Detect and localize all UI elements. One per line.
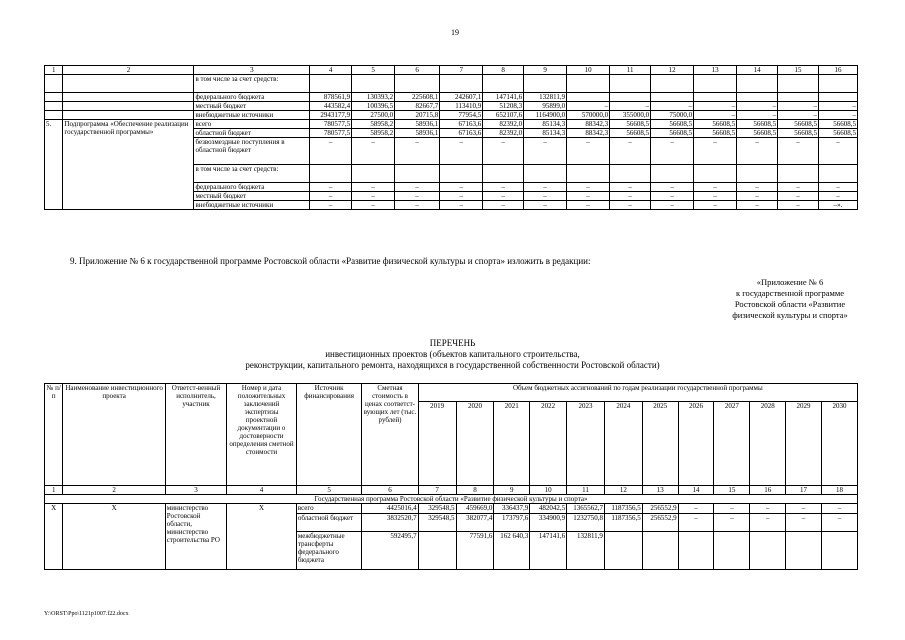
- header-expertise: Номер и дата положительных заключений экспертизы проектной документации о достоверности определения сметной стоимости: [227, 384, 297, 486]
- cell-cost: 592495,7: [362, 532, 418, 570]
- cell-value: 56608,5: [610, 129, 651, 138]
- cell-value: [395, 165, 440, 183]
- cell-value: –: [737, 201, 778, 210]
- cell-value: 382077,4: [456, 514, 494, 532]
- cell-value: 88342,3: [567, 120, 610, 129]
- cell-value: [651, 165, 694, 183]
- cell-value: 67163,6: [440, 120, 483, 129]
- cell-value: –: [310, 138, 352, 165]
- cell-value: [418, 532, 456, 570]
- cell-value: 56608,5: [737, 129, 778, 138]
- cell-value: –: [714, 504, 750, 514]
- header-year: 2025: [642, 402, 678, 486]
- cell-value: [310, 165, 352, 183]
- cell-source: областной бюджет: [296, 514, 362, 532]
- cell-value: –: [778, 183, 819, 192]
- column-number: 8: [483, 66, 524, 75]
- cell-value: 113410,9: [440, 102, 483, 111]
- cell-value: –: [610, 192, 651, 201]
- cell-value: [604, 532, 642, 570]
- cell-value: –: [778, 102, 819, 111]
- cell-source: в том числе за счет средств:: [194, 75, 310, 93]
- cell-value: –: [567, 192, 610, 201]
- column-number: 16: [819, 66, 858, 75]
- cell-value: –: [610, 138, 651, 165]
- cell-value: –: [651, 192, 694, 201]
- cell-value: –: [567, 138, 610, 165]
- cell-value: –: [819, 183, 858, 192]
- column-number: 1: [45, 66, 63, 75]
- cell-value: 58958,2: [352, 129, 395, 138]
- column-number: 9: [524, 66, 567, 75]
- paragraph-9: 9. Приложение № 6 к государственной программе Ростовской области «Развитие физической культуры и спорта» изложить в редакции:: [70, 256, 591, 266]
- cell-value: –: [440, 138, 483, 165]
- cell-value: [567, 165, 610, 183]
- cell-value: –: [610, 201, 651, 210]
- cell-value: 173797,6: [494, 514, 530, 532]
- cell-value: –: [395, 192, 440, 201]
- cell-value: –: [310, 183, 352, 192]
- cell-value: 482042,5: [530, 504, 567, 514]
- cell-value: 780577,5: [310, 129, 352, 138]
- column-number: 12: [651, 66, 694, 75]
- cell-value: [778, 165, 819, 183]
- subprogram-name: Подпрограмма «Обеспечение реализации государственной программы»: [63, 120, 194, 210]
- table-row: [45, 111, 858, 120]
- cell-value: 256552,9: [642, 504, 678, 514]
- cell-value: [524, 165, 567, 183]
- subprogram-number: 5.: [45, 120, 63, 210]
- cell-source: безвозмездные поступления в областной бюджет: [194, 138, 310, 165]
- cell-value: –: [694, 102, 737, 111]
- cell-value: [694, 75, 737, 93]
- cell-value: 82667,7: [395, 102, 440, 111]
- cell-value: –: [651, 138, 694, 165]
- column-number: 9: [494, 486, 530, 495]
- cell-value: –: [352, 201, 395, 210]
- header-year: 2022: [530, 402, 567, 486]
- cell-value: 56608,5: [651, 120, 694, 129]
- cell-value: –: [737, 102, 778, 111]
- cell-value: –: [395, 183, 440, 192]
- cell-value: [737, 165, 778, 183]
- column-number: 8: [456, 486, 494, 495]
- cell-value: –: [819, 138, 858, 165]
- column-number: 7: [418, 486, 456, 495]
- cell-num: [45, 111, 63, 120]
- cell-value: [694, 165, 737, 183]
- column-number: 15: [778, 66, 819, 75]
- column-number: 14: [737, 66, 778, 75]
- cell-value: [778, 93, 819, 102]
- cell-value: [819, 165, 858, 183]
- cell-value: [483, 75, 524, 93]
- cell-source: областной бюджет: [194, 129, 310, 138]
- cell-value: 77954,5: [440, 111, 483, 120]
- cell-value: –: [714, 514, 750, 532]
- cell-value: –: [737, 138, 778, 165]
- column-number: 3: [194, 66, 310, 75]
- cell-value: 329548,5: [418, 504, 456, 514]
- cell-source: местный бюджет: [194, 102, 310, 111]
- cell-value: –: [524, 183, 567, 192]
- cell-value: [651, 93, 694, 102]
- cell-value: 95899,0: [524, 102, 567, 111]
- cell-name: [63, 75, 194, 93]
- cell-source: внебюджетные источники: [194, 111, 310, 120]
- cell-value: –: [786, 504, 822, 514]
- cell-value: –: [610, 183, 651, 192]
- cell-value: 82392,0: [483, 120, 524, 129]
- cell-value: 242607,1: [440, 93, 483, 102]
- program-title: Государственная программа Ростовской области «Развитие физической культуры и спорта»: [45, 495, 858, 504]
- cell-value: –: [778, 192, 819, 201]
- cell-value: –: [737, 183, 778, 192]
- cell-value: –: [819, 102, 858, 111]
- column-number: 18: [821, 486, 857, 495]
- cell-value: 58936,1: [395, 120, 440, 129]
- cell-value: [737, 93, 778, 102]
- cell-value: 570000,0: [567, 111, 610, 120]
- cell-value: –: [678, 514, 714, 532]
- cell-num: [45, 75, 63, 93]
- cell-cost: 4425016,4: [362, 504, 418, 514]
- column-number: 12: [604, 486, 642, 495]
- cell-value: 162 640,3: [494, 532, 530, 570]
- cell-x4: X: [227, 504, 297, 570]
- cell-value: 56608,5: [819, 129, 858, 138]
- cell-value: [524, 75, 567, 93]
- cell-value: –: [778, 201, 819, 210]
- cell-value: 1187356,5: [604, 514, 642, 532]
- column-number: 15: [714, 486, 750, 495]
- column-number: 7: [440, 66, 483, 75]
- cell-value: –: [694, 201, 737, 210]
- cell-source: местный бюджет: [194, 192, 310, 201]
- cell-value: –: [694, 111, 737, 120]
- table-row: [45, 102, 858, 111]
- cell-value: 1365562,7: [567, 504, 605, 514]
- heading-line: реконструкции, капитального ремонта, находящихся в государственной собственности Ростовской области): [245, 360, 660, 370]
- cell-value: 256552,9: [642, 514, 678, 532]
- cell-value: –: [678, 504, 714, 514]
- cell-value: 56608,5: [694, 120, 737, 129]
- cell-source: федерального бюджета: [194, 93, 310, 102]
- column-number: 17: [786, 486, 822, 495]
- cell-responsible: министерство Ростовской области, министерство строительства РО: [165, 504, 226, 570]
- cell-value: [352, 75, 395, 93]
- header-cost: Сметная стоимость в ценах соответст-вующих лет (тыс. рублей): [362, 384, 418, 486]
- cell-value: –: [651, 102, 694, 111]
- column-number: 6: [362, 486, 418, 495]
- cell-value: 130393,2: [352, 93, 395, 102]
- cell-value: 652107,6: [483, 111, 524, 120]
- cell-value: [440, 165, 483, 183]
- header-project-name: Наименование инвестиционного проекта: [63, 384, 165, 486]
- cell-value: [821, 532, 857, 570]
- cell-value: 1164900,0: [524, 111, 567, 120]
- cell-value: 780577,5: [310, 120, 352, 129]
- cell-value: [440, 75, 483, 93]
- header-year: 2027: [714, 402, 750, 486]
- header-year: 2020: [456, 402, 494, 486]
- table-row: [45, 120, 858, 129]
- cell-value: [778, 75, 819, 93]
- cell-value: [651, 75, 694, 93]
- cell-value: –: [483, 201, 524, 210]
- appendix-line: физической культуры и спорта»: [732, 310, 848, 320]
- cell-x2: X: [63, 504, 165, 570]
- cell-value: –: [352, 183, 395, 192]
- appendix-note: [680, 277, 900, 321]
- cell-value: 225608,1: [395, 93, 440, 102]
- cell-value: –: [694, 192, 737, 201]
- column-number: 11: [567, 486, 605, 495]
- cell-value: –: [821, 504, 857, 514]
- cell-value: [786, 532, 822, 570]
- cell-value: 58958,2: [352, 120, 395, 129]
- column-number: 11: [610, 66, 651, 75]
- cell-source: внебюджетные источники: [194, 201, 310, 210]
- table-row: [45, 93, 858, 102]
- cell-source: федерального бюджета: [194, 183, 310, 192]
- cell-value: –: [821, 514, 857, 532]
- column-number: 13: [694, 66, 737, 75]
- file-path-footer: Y:\ORST\Ppo\1121p1007.f22.docx: [44, 611, 129, 617]
- cell-value: 56608,5: [778, 129, 819, 138]
- header-year: 2021: [494, 402, 530, 486]
- cell-value: 56608,5: [737, 120, 778, 129]
- cell-value: –: [567, 201, 610, 210]
- header-group: Объем бюджетных ассигнований по годам реализации государственной программы: [418, 384, 857, 402]
- cell-value: –».: [819, 201, 858, 210]
- cell-value: –: [610, 102, 651, 111]
- column-number: 13: [642, 486, 678, 495]
- table-row: [45, 75, 858, 93]
- cell-num: [45, 102, 63, 111]
- cell-value: –: [440, 192, 483, 201]
- cell-value: –: [694, 183, 737, 192]
- cell-value: –: [440, 183, 483, 192]
- column-number: 5: [352, 66, 395, 75]
- cell-value: –: [310, 201, 352, 210]
- cell-value: 147141,6: [483, 93, 524, 102]
- cell-value: [567, 75, 610, 93]
- cell-value: [714, 532, 750, 570]
- cell-name: [63, 93, 194, 102]
- cell-value: –: [651, 201, 694, 210]
- cell-value: 20715,8: [395, 111, 440, 120]
- heading-line: инвестиционных проектов (объектов капитального строительства,: [325, 349, 580, 359]
- cell-value: 75000,0: [651, 111, 694, 120]
- cell-value: 56608,5: [778, 120, 819, 129]
- cell-value: –: [750, 504, 786, 514]
- cell-value: 336437,9: [494, 504, 530, 514]
- cell-source: в том числе за счет средств:: [194, 165, 310, 183]
- cell-value: 878561,9: [310, 93, 352, 102]
- cell-value: [750, 532, 786, 570]
- list-heading: [200, 338, 705, 371]
- cell-value: –: [737, 192, 778, 201]
- cell-value: 2943177,9: [310, 111, 352, 120]
- column-number: 2: [63, 66, 194, 75]
- cell-value: 355000,0: [610, 111, 651, 120]
- cell-value: –: [524, 201, 567, 210]
- cell-value: [819, 93, 858, 102]
- cell-value: 334900,9: [530, 514, 567, 532]
- column-number: 3: [165, 486, 226, 495]
- cell-value: 132811,9: [567, 532, 605, 570]
- header-year: 2029: [786, 402, 822, 486]
- cell-value: 82392,0: [483, 129, 524, 138]
- cell-value: [694, 93, 737, 102]
- cell-value: –: [567, 183, 610, 192]
- cell-value: 51208,3: [483, 102, 524, 111]
- cell-value: –: [395, 201, 440, 210]
- cell-value: 85134,3: [524, 120, 567, 129]
- column-number: 1: [45, 486, 63, 495]
- cell-value: [310, 75, 352, 93]
- cell-value: [483, 165, 524, 183]
- table-continuation: [44, 65, 858, 210]
- header-year: 2023: [567, 402, 605, 486]
- cell-value: [352, 165, 395, 183]
- column-number: 6: [395, 66, 440, 75]
- column-number: 10: [530, 486, 567, 495]
- header-year: 2030: [821, 402, 857, 486]
- header-responsible: Ответст-венный исполнитель, участник: [165, 384, 226, 486]
- header-year: 2019: [418, 402, 456, 486]
- cell-value: 56608,5: [610, 120, 651, 129]
- header-source: Источник финансирования: [296, 384, 362, 486]
- cell-value: –: [483, 192, 524, 201]
- investment-projects-table: [44, 383, 858, 570]
- cell-value: 77591,6: [456, 532, 494, 570]
- cell-value: 88342,3: [567, 129, 610, 138]
- cell-value: 1232750,8: [567, 514, 605, 532]
- header-year: 2024: [604, 402, 642, 486]
- cell-value: [610, 93, 651, 102]
- cell-source: всего: [194, 120, 310, 129]
- cell-value: –: [737, 111, 778, 120]
- cell-value: 1187356,5: [604, 504, 642, 514]
- cell-value: [819, 75, 858, 93]
- cell-value: [610, 165, 651, 183]
- cell-value: 56608,5: [651, 129, 694, 138]
- cell-value: [678, 532, 714, 570]
- cell-value: –: [483, 183, 524, 192]
- cell-name: [63, 111, 194, 120]
- cell-value: –: [750, 514, 786, 532]
- cell-value: –: [694, 138, 737, 165]
- cell-value: [395, 75, 440, 93]
- cell-source: межбюджетные трансферты федерального бюджета: [296, 532, 362, 570]
- cell-value: 58936,1: [395, 129, 440, 138]
- cell-value: –: [524, 138, 567, 165]
- cell-value: 132811,9: [524, 93, 567, 102]
- header-year: 2026: [678, 402, 714, 486]
- column-number: 10: [567, 66, 610, 75]
- appendix-line: «Приложение № 6: [756, 277, 824, 287]
- cell-value: 147141,6: [530, 532, 567, 570]
- cell-name: [63, 102, 194, 111]
- cell-value: [610, 75, 651, 93]
- cell-value: –: [352, 192, 395, 201]
- cell-num: [45, 93, 63, 102]
- cell-cost: 3832520,7: [362, 514, 418, 532]
- column-number: 2: [63, 486, 165, 495]
- column-number: 14: [678, 486, 714, 495]
- heading-title: ПЕРЕЧЕНЬ: [429, 338, 476, 348]
- cell-value: –: [310, 192, 352, 201]
- cell-value: –: [483, 138, 524, 165]
- cell-value: –: [567, 102, 610, 111]
- cell-value: –: [524, 192, 567, 201]
- cell-value: [642, 532, 678, 570]
- cell-source: всего: [296, 504, 362, 514]
- cell-value: 443582,4: [310, 102, 352, 111]
- table-row: [45, 504, 858, 514]
- cell-value: [567, 93, 610, 102]
- cell-value: –: [352, 138, 395, 165]
- column-number: 4: [227, 486, 297, 495]
- cell-value: 67163,6: [440, 129, 483, 138]
- cell-value: –: [778, 111, 819, 120]
- cell-value: 459669,0: [456, 504, 494, 514]
- page-number: 19: [451, 28, 459, 37]
- header-num: № п/п: [45, 384, 63, 486]
- cell-x1: X: [45, 504, 63, 570]
- cell-value: –: [778, 138, 819, 165]
- cell-value: –: [786, 514, 822, 532]
- cell-value: –: [651, 183, 694, 192]
- cell-value: –: [819, 111, 858, 120]
- column-number: 5: [296, 486, 362, 495]
- cell-value: 85134,3: [524, 129, 567, 138]
- column-number: 4: [310, 66, 352, 75]
- appendix-line: Ростовской области «Развитие: [734, 299, 846, 309]
- cell-value: 100396,5: [352, 102, 395, 111]
- cell-value: 56608,5: [694, 129, 737, 138]
- cell-value: –: [819, 192, 858, 201]
- cell-value: 56608,5: [819, 120, 858, 129]
- cell-value: 27500,0: [352, 111, 395, 120]
- header-year: 2028: [750, 402, 786, 486]
- appendix-line: к государственной программе: [735, 288, 845, 298]
- cell-value: –: [395, 138, 440, 165]
- column-number: 16: [750, 486, 786, 495]
- cell-value: 329548,5: [418, 514, 456, 532]
- cell-value: –: [440, 201, 483, 210]
- cell-value: [737, 75, 778, 93]
